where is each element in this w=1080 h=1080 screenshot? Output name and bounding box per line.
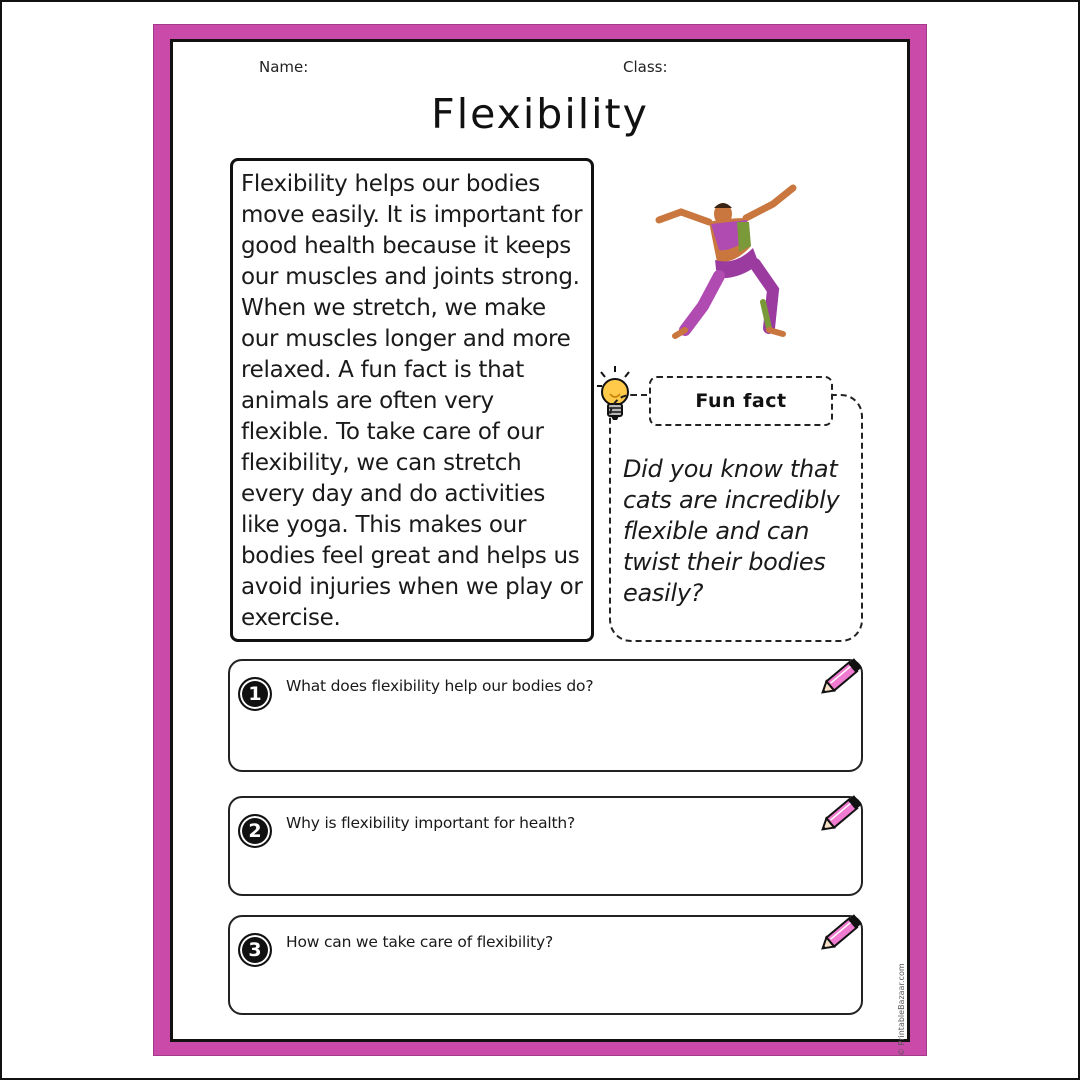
question-box-3[interactable] <box>228 915 863 1015</box>
pencil-icon <box>815 653 867 701</box>
page-title: Flexibility <box>431 90 649 138</box>
passage-text: Flexibility helps our bodies move easily. It is important for good health because it keeps our muscles and joints strong. When we stretch, we make our muscles longer and more relaxed. A fun fact is that animals are often very flexible. To take care of our flexibility, we can stretch every day and do activities like yoga. This makes our bodies feel great and helps us avoid injuries when we play or exercise. <box>241 171 583 631</box>
worksheet <box>170 39 910 1056</box>
pencil-icon <box>815 790 867 838</box>
question-box-1[interactable] <box>228 659 863 772</box>
question-number-2: 2 <box>238 814 272 848</box>
question-number-3: 3 <box>238 933 272 967</box>
question-number-1: 1 <box>238 677 272 711</box>
pencil-icon <box>815 909 867 957</box>
stretching-person-icon <box>651 182 811 342</box>
question-box-2[interactable] <box>228 796 863 896</box>
fun-fact-heading: Fun fact <box>649 376 833 426</box>
watermark-text: © PrintableBazaar.com <box>897 963 906 1056</box>
fun-fact-text: Did you know that cats are incredibly flexible and can twist their bodies easily? <box>623 455 840 607</box>
question-text-3: How can we take care of flexibility? <box>286 933 554 951</box>
reading-passage <box>230 158 594 642</box>
name-label: Name: <box>259 58 309 76</box>
question-text-1: What does flexibility help our bodies do? <box>286 677 594 695</box>
class-label: Class: <box>623 58 668 76</box>
fun-fact-box <box>609 394 863 642</box>
question-text-2: Why is flexibility important for health? <box>286 814 576 832</box>
copyright-watermark <box>895 938 909 1058</box>
